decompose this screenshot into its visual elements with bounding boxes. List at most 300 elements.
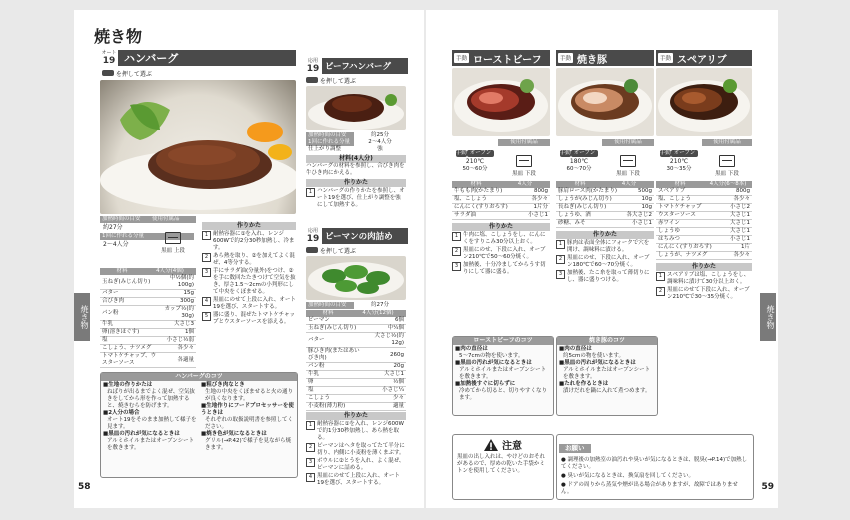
step-item <box>556 255 654 269</box>
ingredient-row <box>556 188 654 196</box>
accessory-label: 使用付属品 <box>702 139 752 146</box>
beef-tips-box: ローストビーフのコツ ■肉の直径は 5～7cmの物を使います。 ■黒皿の汚れが気になるときは アルミホイルまたはオーブンシートを敷きます。 ■加熱後すぐに切らずに 冷めてから切ると、切りやすくなります。 <box>452 336 554 416</box>
ingredient-qty: カップ½(約30g) <box>160 306 196 321</box>
step-item <box>556 270 654 284</box>
hamburg2-photo <box>306 86 406 130</box>
tip-text: 5～7cmの物を使います。 <box>459 353 524 359</box>
tip-text: ねばりが出るまでよく混ぜ、空気抜きをしてから形を作って加熱すると、焼きむらを防げます。 <box>107 389 195 409</box>
ing-qty-header: 4人分(6～8本) <box>709 181 747 187</box>
page-number-left: 58 <box>78 482 91 492</box>
recipe-title-bar <box>452 50 550 66</box>
ingredient-name: バター <box>306 333 366 348</box>
ingredient-row <box>556 204 654 212</box>
oven-setting <box>452 139 498 178</box>
step-number: 1 <box>452 232 461 241</box>
step-text: ボウルに②とうを入れ、よく混ぜ、ピーマンに詰める。 <box>317 458 405 471</box>
beef-hamburg-image <box>306 86 406 130</box>
manual-chip: 手動 <box>559 150 571 156</box>
tip-heading: ■2人分の場合 <box>103 410 140 416</box>
request-item: ● 臭いが気になるときは、換気扇を回してください。 <box>561 473 695 479</box>
step-text: 豚肉は表面全体にフォークで穴を開け、調味料に漬ける。 <box>567 240 650 253</box>
steps-list <box>556 240 654 284</box>
ingredient-qty: 各適量 <box>160 353 196 368</box>
step-number: 3 <box>452 262 461 271</box>
oven-temp: 180℃ <box>569 158 589 165</box>
ingredient-name: 塩、こしょう <box>656 196 724 204</box>
ingredient-name: しょうゆ、酒 <box>556 212 623 220</box>
ingredient-qty: 各少々 <box>160 345 196 353</box>
step-text: 黒皿にのせ、下段に入れ、オーブン210℃で50～60分焼く。 <box>463 247 546 260</box>
right-page <box>426 10 778 508</box>
tray-icon-wrap <box>702 150 752 171</box>
step-number: 2 <box>556 255 565 264</box>
hamburg2-title-bar <box>304 58 408 74</box>
oven-mode-label: オーブン <box>671 150 699 157</box>
side-tab-left: 焼き物 <box>74 293 90 341</box>
recipe-beef <box>452 50 550 277</box>
hamburg-title: ハンバーグ <box>124 52 179 65</box>
ingredient-row <box>306 348 406 363</box>
recipe-photo <box>656 68 752 136</box>
piman-image <box>306 256 406 300</box>
step-item <box>656 272 752 286</box>
tip-heading: ■肉の直径は <box>455 346 488 352</box>
ingredient-name: にんにく(すりおろす) <box>452 204 521 212</box>
hamburg2-press-hint: を押して選ぶ <box>306 77 356 86</box>
dish-image <box>656 68 752 136</box>
step-number: 4 <box>306 473 315 482</box>
ingredient-row <box>556 212 654 220</box>
ingredient-name: こしょう <box>306 395 366 403</box>
tray-icon-wrap <box>602 150 654 171</box>
ingredient-row <box>656 220 752 228</box>
hamburg2-badge: 応用 19 <box>304 58 322 74</box>
tip-text: アルミホイルまたはオーブンシートを敷きます。 <box>107 438 195 451</box>
tip-heading: ■黒皿の汚れが気になるときは <box>559 360 636 366</box>
accessory-label: 使用付属品 <box>498 139 550 146</box>
ingredient-row <box>306 395 406 403</box>
tip-text: 漬けだれを鍋に入れて煮つめます。 <box>563 388 651 394</box>
ingredients-header <box>556 181 654 188</box>
hamburg-title-bar <box>100 50 296 66</box>
ingredient-row <box>452 196 550 204</box>
ingredient-name: ウスターソース <box>656 212 724 220</box>
ingredients-table <box>656 188 752 260</box>
tray-icon <box>620 155 636 167</box>
hamburg-photo <box>100 80 296 214</box>
ingredient-qty: 小さじ1 <box>724 236 752 244</box>
ing-qty-header: 4人分 <box>517 181 533 187</box>
step-number: 5 <box>202 312 211 321</box>
step-text: 牛肉に塩、こしょうをし、にんにくをすりこみ30分以上おく。 <box>463 232 546 245</box>
ingredient-row <box>100 275 196 290</box>
recipe-title: スペアリブ <box>677 54 727 66</box>
tray-icon <box>516 155 532 167</box>
request-title: お願い <box>559 444 591 453</box>
ingredients-header <box>656 181 752 188</box>
step-item <box>452 262 550 276</box>
ingredient-qty: 小さじ1 <box>623 220 654 228</box>
ingredient-qty: 大さじ1 <box>724 228 752 236</box>
ing-col-header: 材料 <box>674 181 686 187</box>
manual-badge: 手動 <box>558 53 573 63</box>
hamburg-steps: 作りかた 1 耐熱容器に①を入れ、レンジ600Wで約2分30秒加熱し、冷ます。 2 あら熱を取り、②を加えてよく混ぜ、4等分する。 3 手にサラダ油(分量外)をつけ、②を手に数回たたきつけて空気を抜き、厚さ1.5～2cmの小判形にして中央をくぼませる。 4 黒皿にのせて上段に入れ、オート19を選び、スタートする。 5 器に盛り、混ぜたトマトケチャップとウスターソースを添える。 <box>202 222 296 327</box>
step-text: 耐熱容器に①を入れ、レンジ600Wで約2分30秒加熱し、冷ます。 <box>213 231 295 251</box>
steps-list <box>656 272 752 301</box>
ingredient-qty: 小さじ¼ <box>366 387 406 395</box>
ing-col-header: 材料 <box>470 181 482 187</box>
ingredient-name: はちみつ <box>656 236 724 244</box>
step-text: 耐熱容器に①を入れ、レンジ600Wで約1分30秒加熱し、あら熱を取る。 <box>317 421 404 441</box>
hamburg-ingredients: 材料 4人分(4個) 玉ねぎ(みじん切り) 中½個(約100g) バター 15g 合びき肉 300g パン粉 カップ½(約30g) 牛乳 大さじ3 卵(溶きほぐす) 1個 塩 小さじ½弱 こしょう、ナツメグ 各少々 トマトケチャップ、ウスターソース 各適量 <box>102 268 194 366</box>
ingredient-qty: 10g <box>623 204 654 212</box>
step-item <box>202 268 296 296</box>
ingredient-name: スペアリブ <box>656 188 724 196</box>
manual-chip: 手動 <box>659 150 671 156</box>
step-item <box>452 247 550 261</box>
ingredient-qty: 中½個(約100g) <box>160 275 196 290</box>
step-number: 3 <box>556 270 565 279</box>
step-text: 黒皿にのせて上段に入れ、オート19を選び、スタートする。 <box>213 297 296 310</box>
ingredient-qty: 大さじ½(約12g) <box>366 333 406 348</box>
ingredient-name: 塩 <box>306 387 366 395</box>
ingredient-row <box>656 204 752 212</box>
ingredient-name: ピーマン <box>306 317 366 325</box>
oven-time: 60～70分 <box>566 166 592 172</box>
ingredient-row <box>100 329 196 337</box>
ingredient-name: 砂糖、みそ <box>556 220 623 228</box>
accessory <box>602 139 654 178</box>
ingredient-qty: 中¼個 <box>366 325 406 333</box>
ingredient-row <box>306 333 406 348</box>
tip-heading: ■肉の直径は <box>559 346 592 352</box>
hamburg-accessory: 使用付属品 黒皿 上段 <box>150 216 196 255</box>
step-item <box>656 287 752 301</box>
accessory-value: 黒皿 下段 <box>715 171 739 177</box>
ingredient-qty: 大さじ1 <box>724 220 752 228</box>
recipe-title: ローストビーフ <box>473 54 542 66</box>
step-number: 3 <box>202 268 211 277</box>
oven-mode-label: オーブン <box>571 150 599 157</box>
ingredients-table <box>452 188 550 220</box>
oven-setting <box>556 139 602 178</box>
ingredient-row <box>100 290 196 298</box>
step-text: ピーマンはヘタを取ってたて半分に切り、内側に小麦粉を薄くまぶす。 <box>317 443 405 456</box>
ingredient-qty: 各大さじ2 <box>623 212 654 220</box>
dish-image <box>556 68 654 136</box>
ingredient-name: 塩 <box>100 337 160 345</box>
ingredient-row <box>306 387 406 395</box>
ingredient-name: トマトケチャップ、ウスターソース <box>100 353 160 368</box>
step-number: 1 <box>556 240 565 249</box>
ingredient-qty: 15g <box>160 290 196 298</box>
ingredient-name: 玉ねぎ(みじん切り) <box>306 325 366 333</box>
accessory <box>498 139 550 178</box>
ingredient-name: 塩、こしょう <box>452 196 521 204</box>
step-number: 1 <box>306 188 315 197</box>
ingredient-row <box>306 379 406 387</box>
ingredient-name: 合びき肉 <box>100 298 160 306</box>
step-text: 黒皿にのせて上段に入れ、オート19を選び、スタートする。 <box>317 473 400 486</box>
tip-text: それぞれの取扱説明書を参照してください。 <box>205 417 294 430</box>
ingredient-row <box>556 220 654 228</box>
steps-list <box>452 232 550 276</box>
ingredient-name: 牛もも肉(かたまり) <box>452 188 521 196</box>
ingredient-row <box>100 345 196 353</box>
piman-title: ピーマンの肉詰め <box>325 232 393 242</box>
ingredient-qty: 1個 <box>160 329 196 337</box>
step-item <box>306 421 406 442</box>
piman-photo <box>306 256 406 300</box>
ingredient-row <box>306 317 406 325</box>
ingredients-header <box>452 181 550 188</box>
section-title: 焼き物 <box>94 27 143 46</box>
recipe-title-bar <box>556 50 654 66</box>
oven-time: 50～60分 <box>462 166 488 172</box>
recipe-info <box>656 139 752 178</box>
step-item <box>452 232 550 246</box>
ingredient-name: 長ねぎ(みじん切り) <box>556 204 623 212</box>
ingredient-row <box>656 188 752 196</box>
ingredient-qty: 少々 <box>366 395 406 403</box>
request-box <box>556 434 754 500</box>
ingredient-name: 玉ねぎ(みじん切り) <box>100 275 160 290</box>
tip-heading: ■生地の作りかたは <box>103 382 153 388</box>
piman-info: 加熱時間の目安 約27分 材料 4人分(12個) ピーマン 6個 玉ねぎ(みじん切り) 中¼個 バター 大さじ½(約12g) 豚ひき肉(またはあいびき肉) 260g パン粉 20g 牛乳 大さじ1 卵 ½個 塩 小さじ¼ こしょう 少々 小麦粉(薄力粉) 適量 作りかた 1 耐熱容器に①を入れ、レンジ600Wで約1分30秒加熱し、あら熱を取る。 2 ピーマンはヘタを取ってたて半分に切り、内側に小麦粉を薄くまぶす。 3 ボウルに②とうを入れ、よく混ぜ、ピーマンに詰める。 4 黒皿にのせて上段に入れ、オート19を選び、スタートする。 <box>308 302 405 486</box>
tip-heading: ■生地作りにフードプロセッサーを使うときは <box>201 403 294 416</box>
ingredient-name: パン粉 <box>100 306 160 321</box>
step-text: 加熱後、たこ糸を取って薄切りにし、器に盛りつける。 <box>567 270 650 283</box>
step-text: 器に盛り、混ぜたトマトケチャップとウスターソースを添える。 <box>213 312 296 325</box>
ingredient-qty: 大さじ1 <box>724 212 752 220</box>
ingredient-name: パン粉 <box>306 363 366 371</box>
ingredient-row <box>656 236 752 244</box>
tip-heading: ■黒皿の汚れが気になるときは <box>455 360 532 366</box>
ingredient-name: 小麦粉(薄力粉) <box>306 403 366 411</box>
ingredient-qty: 大さじ1 <box>366 371 406 379</box>
ingredient-row <box>656 244 752 252</box>
step-number: 1 <box>656 272 665 281</box>
accessory-value: 黒皿 下段 <box>616 171 640 177</box>
ingredient-qty: 6個 <box>366 317 406 325</box>
caution-title: 注意 <box>502 441 522 452</box>
ingredient-qty: 各少々 <box>724 252 752 260</box>
ingredient-row <box>656 228 752 236</box>
ingredient-row <box>306 371 406 379</box>
pork-tips-box: 焼き豚のコツ ■肉の直径は 約5cmの物を使います。 ■黒皿の汚れが気になるときは アルミホイルまたはオーブンシートを敷きます。 ■たれを作るときは 漬けだれを鍋に入れて煮つめます。 <box>556 336 658 416</box>
ingredient-name: バター <box>100 290 160 298</box>
recipe-photo <box>452 68 550 136</box>
step-text: 黒皿にのせ、下段に入れ、オーブン180℃で60～70分焼く。 <box>567 255 650 268</box>
hamburg-image <box>100 80 296 214</box>
caution-text: 黒皿の出し入れは、やけどのおそれがあるので、厚めの乾いた手袋かミトンを使用してください。 <box>457 454 546 474</box>
ingredient-name: 卵 <box>306 379 366 387</box>
step-text: スペアリブは塩、こしょうをし、調味料に漬けて30分以上おく。 <box>667 272 750 285</box>
ingredient-qty: 300g <box>160 298 196 306</box>
warning-icon <box>484 439 498 451</box>
ingredient-qty: 適量 <box>366 403 406 411</box>
step-text: 黒皿にのせて下段に入れ、オーブン210℃で30～35分焼く。 <box>667 287 750 300</box>
ing-qty-header: 4人分 <box>621 181 637 187</box>
ingredient-name: 牛乳 <box>100 321 160 329</box>
step-number: 2 <box>202 253 211 262</box>
step-text: ハンバーグの作りかたを参照し、オート19を選び、仕上がり調整を強にして加熱する。 <box>317 188 405 208</box>
ingredient-row <box>100 298 196 306</box>
hamburg-info: 加熱時間の目安 約27分 1回に作れる分量 2～4人分 <box>100 216 194 250</box>
ingredient-row <box>656 196 752 204</box>
ingredient-row <box>100 337 196 345</box>
step-text: 手にサラダ油(分量外)をつけ、②を手に数回たたきつけて空気を抜き、厚さ1.5～2cmの小判形にして中央をくぼませる。 <box>213 268 296 295</box>
recipe-pork <box>556 50 654 285</box>
oven-setting <box>656 139 702 178</box>
tip-text: 約5cmの物を使います。 <box>563 353 624 359</box>
step-item <box>202 231 296 252</box>
oven-time: 30～35分 <box>666 166 692 172</box>
page-number-right: 59 <box>761 482 774 492</box>
ingredient-row <box>452 212 550 220</box>
oven-temp: 210℃ <box>669 158 689 165</box>
left-page <box>74 10 424 508</box>
ingredient-name: しょうが、ナツメグ <box>656 252 724 260</box>
ingredient-qty: 1片 <box>724 244 752 252</box>
tip-heading: ■加熱後すぐに切らずに <box>455 381 516 387</box>
ingredient-qty: 小さじ½弱 <box>160 337 196 345</box>
hamburg-tips-box: ハンバーグのコツ ■生地の作りかたは ねばりが出るまでよく混ぜ、空気抜きをしてから形を作って加熱すると、焼きむらを防げます。 ■2人分の場合 オート19をそのまま加熱して様子を見ます。 ■黒皿の汚れが気になるときは アルミホイルまたはオーブンシートを敷きます。 ■粗びき肉なとき 生地の中央をくぼませると火の通りが良くなります。 ■生地作りにフードプロセッサーを使うときは それぞれの取扱説明書を参照してください。 ■焼き色が気になるときは グリル(→P.42)で様子を見ながら焼きます。 <box>100 372 298 478</box>
caution-box <box>452 434 554 500</box>
ingredient-qty: 260g <box>366 348 406 363</box>
request-item: ● 調理後の加熱室の油汚れや臭いが気になるときは、脱臭(→P.14)で加熱してください。 <box>561 457 748 470</box>
step-item <box>202 312 296 326</box>
ingredient-qty: 大さじ3 <box>160 321 196 329</box>
ingredient-row <box>656 252 752 260</box>
ingredient-qty: 800g <box>724 188 752 196</box>
tip-text: オート19をそのまま加熱して様子を見ます。 <box>107 417 197 430</box>
step-number: 4 <box>202 297 211 306</box>
recipe-spare <box>656 50 752 302</box>
ingredient-row <box>452 188 550 196</box>
ingredient-qty: 各少々 <box>724 196 752 204</box>
ingredient-qty: 800g <box>521 188 550 196</box>
step-item <box>202 297 296 311</box>
steps-header: 作りかた <box>556 231 654 239</box>
ingredient-name: しょうが(みじん切り) <box>556 196 623 204</box>
manual-badge: 手動 <box>454 53 469 63</box>
oven-mode-label: オーブン <box>467 150 495 157</box>
steps-header: 作りかた <box>656 263 752 271</box>
ingredient-row <box>556 196 654 204</box>
hamburg-press-hint: を押して選ぶ <box>102 70 152 79</box>
step-item <box>306 473 406 487</box>
ingredient-qty: 500g <box>623 188 654 196</box>
side-tab-right: 焼き物 <box>760 293 776 341</box>
hamburg-badge: オート 19 <box>101 50 117 66</box>
manual-badge: 手動 <box>658 53 673 63</box>
dish-image <box>452 68 550 136</box>
hamburg2-info: 加熱時間の目安 約25分 1回に作れる分量 2～4人分 仕上がり調整 強 材料(4人分) ハンバーグの材料を参照し、合びき肉を牛ひき肉にかえる。 作りかた 1 ハンバーグの作りかたを参照し、オート19を選び、仕上がり調整を強にして加熱する。 <box>306 132 405 208</box>
tray-icon <box>719 155 735 167</box>
ingredient-qty: 小さじ2 <box>724 204 752 212</box>
step-text: 加熱後、十分冷ましてからうす切りにして器に盛る。 <box>463 262 546 275</box>
ingredient-qty: ½個 <box>366 379 406 387</box>
ingredient-name: にんにく(すりおろす) <box>656 244 724 252</box>
ingredient-name: 豚ひき肉(またはあいびき肉) <box>306 348 366 363</box>
step-number: 3 <box>306 458 315 467</box>
tip-text: 生地の中央をくぼませると火の通りが良くなります。 <box>205 389 294 402</box>
tip-text: アルミホイルまたはオーブンシートを敷きます。 <box>459 367 547 380</box>
ingredient-name: トマトケチャップ <box>656 204 724 212</box>
recipe-title-bar <box>656 50 752 66</box>
manual-chip: 手動 <box>455 150 467 156</box>
step-item <box>306 443 406 457</box>
tray-icon <box>165 232 181 244</box>
hamburg2-title: ビーフハンバーグ <box>325 62 391 72</box>
ingredient-name: サラダ油 <box>452 212 521 220</box>
tip-heading: ■焼き色が気になるときは <box>201 431 267 437</box>
ingredient-row <box>306 403 406 411</box>
tip-heading: ■黒皿の汚れが気になるときは <box>103 431 180 437</box>
ingredient-name: 牛乳 <box>306 371 366 379</box>
step-item <box>202 253 296 267</box>
accessory-value: 黒皿 下段 <box>512 171 536 177</box>
accessory-label: 使用付属品 <box>602 139 654 146</box>
ingredient-qty: 20g <box>366 363 406 371</box>
ingredient-row <box>452 204 550 212</box>
tray-icon-wrap <box>498 150 550 171</box>
ingredient-row <box>100 353 196 368</box>
step-item <box>306 458 406 472</box>
ingredient-name: こしょう、ナツメグ <box>100 345 160 353</box>
tip-text: グリル(→P.42)で様子を見ながら焼きます。 <box>205 438 292 451</box>
tip-text: アルミホイルまたはオーブンシートを敷きます。 <box>563 367 651 380</box>
ingredient-row <box>100 306 196 321</box>
recipe-info <box>556 139 654 178</box>
ingredient-qty: 小さじ1 <box>521 212 550 220</box>
step-number: 2 <box>452 247 461 256</box>
piman-press-hint: を押して選ぶ <box>306 247 356 256</box>
recipe-info <box>452 139 550 178</box>
ingredient-name: 卵(溶きほぐす) <box>100 329 160 337</box>
piman-title-bar <box>304 228 408 244</box>
step-number: 1 <box>306 421 315 430</box>
ingredient-row <box>656 212 752 220</box>
tip-text: 冷めてから切ると、切りやすくなります。 <box>459 388 548 401</box>
ingredient-qty: 1片分 <box>521 204 550 212</box>
ingredient-name: 豚肩ロース肉(かたまり) <box>556 188 623 196</box>
ingredient-name: しょうゆ <box>656 228 724 236</box>
step-text: あら熱を取り、②を加えてよく混ぜ、4等分する。 <box>213 253 295 266</box>
tip-heading: ■粗びき肉なとき <box>201 382 245 388</box>
oven-temp: 210℃ <box>465 158 485 165</box>
ingredients-table <box>556 188 654 228</box>
step-item <box>306 188 406 209</box>
piman-badge: 応用 19 <box>304 228 322 244</box>
recipe-photo <box>556 68 654 136</box>
ingredient-qty: 各少々 <box>521 196 550 204</box>
tip-heading: ■たれを作るときは <box>559 381 609 387</box>
request-item: ● ドアの周りから蒸気や煙が出る場合がありますが、故障ではありません。 <box>561 482 738 495</box>
step-item <box>556 240 654 254</box>
ing-col-header: 材料 <box>574 181 586 187</box>
recipe-title: 焼き豚 <box>577 54 608 66</box>
step-number: 2 <box>656 287 665 296</box>
step-number: 1 <box>202 231 211 240</box>
ingredient-row <box>100 321 196 329</box>
step-number: 2 <box>306 443 315 452</box>
accessory <box>702 139 752 178</box>
steps-header: 作りかた <box>452 223 550 231</box>
ingredient-qty: 10g <box>623 196 654 204</box>
ingredient-row <box>306 363 406 371</box>
